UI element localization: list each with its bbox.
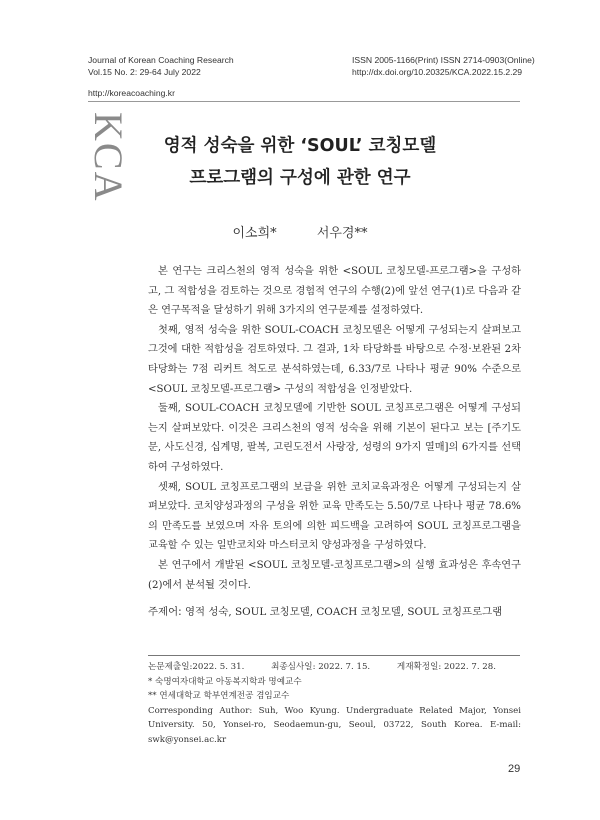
paper-title-line2: 프로그램의 구성에 관한 연구	[189, 168, 411, 188]
keywords-text: 영적 성숙, SOUL 코칭모델, COACH 코칭모델, SOUL 코칭프로그램	[184, 606, 503, 618]
abstract-paragraph: 첫째, 영적 성숙을 위한 SOUL-COACH 코칭모델은 어떻게 구성되는지 살펴보고 그것에 대한 적합성을 검토하였다. 그 결과, 1차 타당화를 바탕으로 수정·보완된 2차 타당화는 7점 리커트 척도로 분석하였는데, 6.33/7로 나타나 평균 90% 수준으로 <SOUL 코칭모델-프로그램> 구성의 적합성을 인정받았다.	[148, 324, 521, 395]
abstract-paragraph: 둘째, SOUL-COACH 코칭모델에 기반한 SOUL 코칭프로그램은 어떻게 구성되는지 살펴보았다. 이것은 크리스천의 영적 성숙을 위해 기본이 된다고 보는 [주기도문, 사도신경, 십계명, 팔복, 고린도전서 사랑장, 성령의 9가지 열매]의 6가지를 선택하여 구성하였다.	[148, 403, 521, 473]
journal-header-right	[352, 54, 535, 78]
keywords-label: 주제어:	[148, 606, 182, 618]
abstract-paragraph: 셋째, SOUL 코칭프로그램의 보급을 위한 코치교육과정은 어떻게 구성되는지 살펴보았다. 코치양성과정의 구성을 위한 교육 만족도는 5.50/7로 나타나 평균 78.6%의 만족도를 보였으며 자유 토의에 의한 피드백을 고려하여 SOUL 코칭프로그램을 교육할 수 있는 일반코치와 마스터코치 양성과정을 구성하였다.	[148, 481, 521, 552]
author1-affiliation: * 숙명여자대학교 아동복지학과 명예교수	[148, 676, 302, 687]
page-number: 29	[508, 763, 521, 775]
abstract	[148, 262, 521, 595]
journal-header-left	[88, 54, 234, 78]
author-list	[0, 222, 600, 241]
date-line	[148, 660, 521, 675]
journal-name: Journal of Korean Coaching Research	[88, 55, 234, 65]
reviewed-date: 최종심사일: 2022. 7. 15.	[271, 662, 371, 672]
author-name: 서우경**	[316, 226, 368, 241]
accepted-date: 게재확정일: 2022. 7. 28.	[396, 662, 496, 672]
journal-issn: ISSN 2005-1166(Print) ISSN 2714-0903(Online)	[352, 55, 535, 65]
submitted-date: 논문제출일:2022. 5. 31.	[148, 662, 245, 672]
author-name: 이소희*	[232, 226, 277, 241]
abstract-paragraph: 본 연구에서 개발된 <SOUL 코칭모델-코칭프로그램>의 실행 효과성은 후속연구(2)에서 분석될 것이다.	[148, 559, 521, 591]
paper-title-line1: 영적 성숙을 위한 ‘SOUL’ 코칭모델	[163, 136, 437, 156]
footnotes	[148, 660, 521, 748]
header-divider	[88, 101, 520, 102]
journal-url[interactable]: http://koreacoaching.kr	[88, 88, 175, 98]
kca-logo: KCA	[86, 112, 131, 203]
author2-affiliation: ** 연세대학교 학부연계전공 겸임교수	[148, 691, 290, 702]
abstract-paragraph: 본 연구는 크리스천의 영적 성숙을 위한 <SOUL 코칭모델-프로그램>을 구성하고, 그 적합성을 검토하는 것으로 경험적 연구의 수행(2)에 앞선 연구(1)로 다음과 같은 연구목적을 달성하기 위해 3가지의 연구문제를 설정하였다.	[148, 266, 521, 317]
keywords	[148, 603, 528, 618]
footnote-divider	[148, 655, 520, 656]
journal-volume: Vol.15 No. 2: 29-64 July 2022	[88, 67, 201, 77]
journal-doi[interactable]: http://dx.doi.org/10.20325/KCA.2022.15.2.29	[352, 67, 523, 77]
corresponding-author: Corresponding Author: Suh, Woo Kyung. Undergraduate Related Major, Yonsei University. 50, Yonsei-ro, Seodaemun-gu, Seoul, 03722, South Korea. E-mail: swk@yonsei.ac.kr	[148, 705, 521, 745]
